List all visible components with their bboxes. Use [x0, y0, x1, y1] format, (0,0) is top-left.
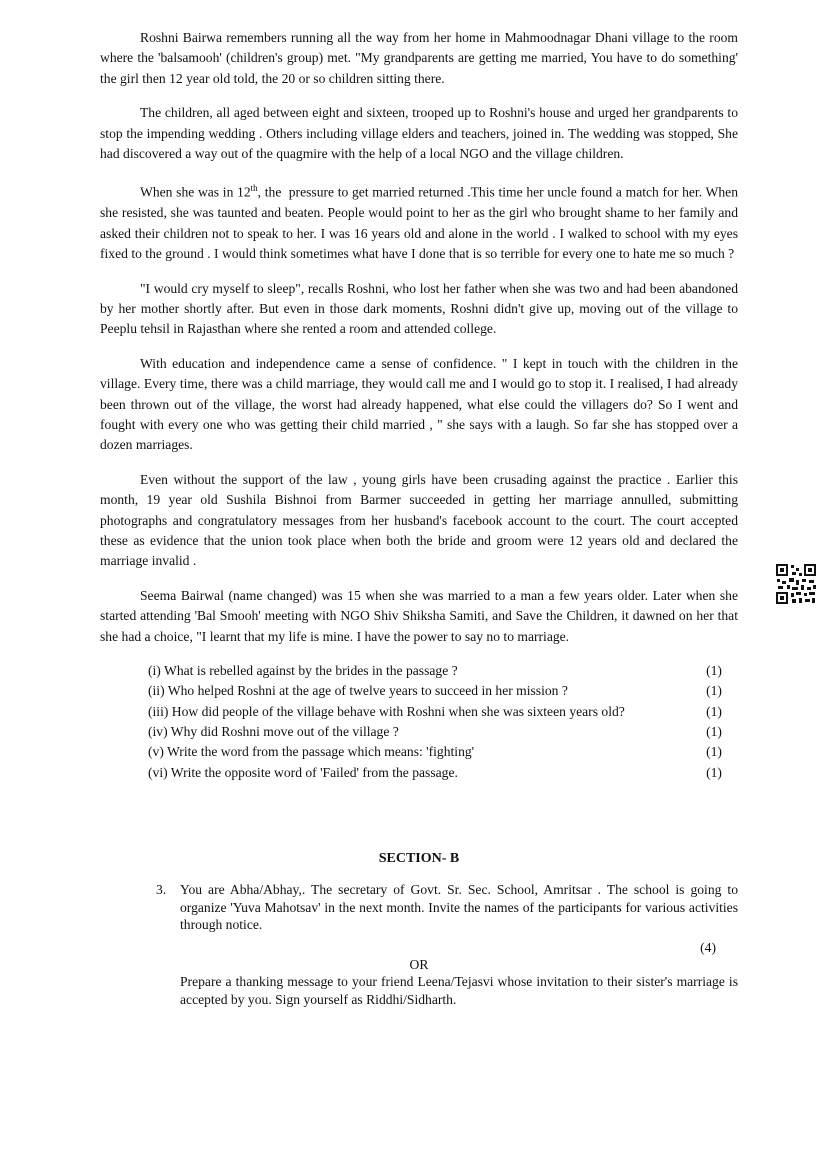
- question-mark: (1): [706, 663, 722, 679]
- question-mark: (1): [706, 703, 722, 719]
- question-text: (i) What is rebelled against by the brides in the passage ?: [148, 663, 458, 679]
- question-text: (vi) Write the opposite word of 'Failed' from the passage.: [148, 764, 458, 780]
- question-item: [148, 722, 728, 742]
- passage-paragraph-5: With education and independence came a sense of confidence. " I kept in touch with the children in the village. Every time, there was a child marriage, they would call me and I would go to stop it. I realised, I had already been thrown out of the village, the worst had already happened, what else could the villagers do? So I went and fought with every one who was getting their child married , " she says with a laugh. So far she has stopped over a dozen marriages.: [100, 355, 738, 453]
- qr-code-icon: [775, 563, 817, 605]
- section-title: SECTION- B: [378, 850, 460, 866]
- task-text: You are Abha/Abhay,. The secretary of Govt. Sr. Sec. School, Amritsar . The school is going to organize 'Yuva Mahotsav' in the next month. Invite the names of the participants for various activities through notice.: [180, 881, 738, 933]
- question-text: (iv) Why did Roshni move out of the village ?: [148, 723, 399, 739]
- para3-lead: When she was in 12: [140, 184, 251, 200]
- question-item: [148, 742, 728, 762]
- question-list: [148, 661, 728, 783]
- question-item: [148, 681, 728, 701]
- task-alt-text: Prepare a thanking message to your friend Leena/Tejasvi whose invitation to their sister's marriage is accepted by you. Sign yourself as Riddhi/Sidharth.: [180, 974, 738, 1008]
- task-body: [180, 881, 738, 1009]
- question-item: [148, 661, 728, 681]
- question-item: [148, 763, 728, 783]
- question-text: (iii) How did people of the village behave with Roshni when she was sixteen years old?: [148, 703, 625, 719]
- question-item: [148, 702, 728, 722]
- para3-after: , the: [257, 184, 289, 200]
- passage-paragraph-7: Seema Bairwal (name changed) was 15 when she was married to a man a few years older. Later when she started attending 'Bal Smooh' meeting with NGO Shiv Shiksha Samiti, and Save the Children, it dawned on her that she had a choice, "I learnt that my life is mine. I have the power to say no to marriage.: [100, 587, 738, 644]
- question-mark: (1): [706, 744, 722, 760]
- para3-superscript: th: [250, 183, 258, 194]
- passage-paragraph-4: "I would cry myself to sleep", recalls Roshni, who lost her father when she was two and had been abandoned by her mother shortly after. But even in those dark moments, Roshni didn't give up, moving out of the village to Peeplu tehsil in Rajasthan where she rented a room and attended college.: [100, 280, 738, 337]
- task-number: 3.: [156, 881, 167, 897]
- task-or: OR: [409, 957, 429, 973]
- question-mark: (1): [706, 683, 722, 699]
- passage-paragraph-6: Even without the support of the law , young girls have been crusading against the practice . Earlier this month, 19 year old Sushila Bishnoi from Barmer succeeded in getting her marriage annulled, submitting photographs and congratulatory messages from her husband's facebook account to the court. The court accepted these as evidence that the union took place when both the bride and groom were 12 years old and declared the marriage invalid .: [100, 471, 738, 569]
- exam-page: [100, 28, 738, 1009]
- question-text: (v) Write the word from the passage which means: 'fighting': [148, 744, 475, 760]
- question-mark: (1): [706, 764, 722, 780]
- passage-paragraph-1: Roshni Bairwa remembers running all the way from her home in Mahmoodnagar Dhani village to the room where the 'balsamooh' (children's group) met. "My grandparents are getting me married, You have to do something' the girl then 12 year old told, the 20 or so children sitting there.: [100, 30, 738, 86]
- para3-body: pressure to get married returned .This time her uncle found a match for her. When she resisted, she was taunted and beaten. People would point to her as the girl who brought shame to her family and asked their children not to speak to her. I was 16 years old and alone in the world . I walked to school with my eyes fixed to the ground . I would think sometimes what have I done that is so terrible for every one to hate me so much ?: [100, 184, 738, 262]
- passage-paragraph-3: [100, 178, 738, 264]
- question-text: (ii) Who helped Roshni at the age of twelve years to succeed in her mission ?: [148, 683, 568, 699]
- question-mark: (1): [706, 723, 722, 739]
- task-marks: (4): [700, 940, 716, 956]
- writing-task: [156, 881, 738, 1009]
- passage-paragraph-2: The children, all aged between eight and sixteen, trooped up to Roshni's house and urged her grandparents to stop the impending wedding . Others including village elders and teachers, joined in. The wedding was stopped, She had discovered a way out of the quagmire with the help of a local NGO and the village children.: [100, 105, 738, 162]
